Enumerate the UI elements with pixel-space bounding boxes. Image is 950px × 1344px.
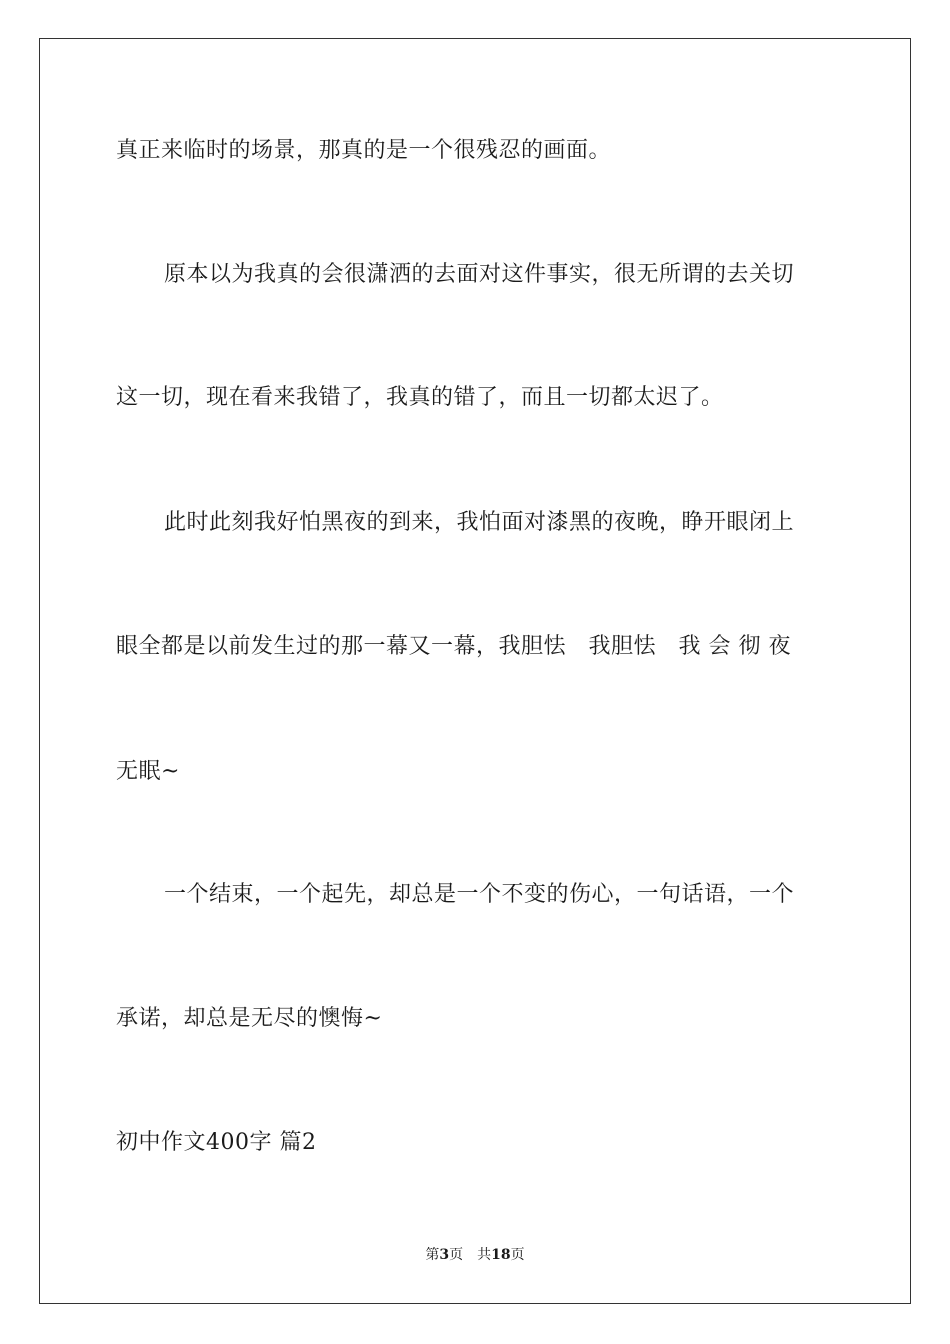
page-border bbox=[39, 38, 911, 1304]
paragraph-2-line-3: 无眠~ bbox=[116, 759, 180, 784]
page-footer bbox=[0, 1246, 950, 1264]
paragraph-3-line-1: 一个结束，一个起先，却总是一个不变的伤心，一句话语，一个 bbox=[164, 882, 795, 907]
paragraph-2-line-2: 眼全都是以前发生过的那一幕又一幕，我胆怯 我胆怯 我 会 彻 夜 bbox=[116, 634, 791, 659]
footer-total-pages: 18 bbox=[491, 1247, 511, 1263]
footer-suffix: 页 bbox=[510, 1247, 525, 1263]
footer-current-page: 3 bbox=[439, 1247, 450, 1263]
paragraph-1-line-1: 原本以为我真的会很潇洒的去面对这件事实，很无所谓的去关切 bbox=[164, 262, 795, 287]
paragraph-1-line-2: 这一切，现在看来我错了，我真的错了，而且一切都太迟了。 bbox=[116, 385, 724, 410]
paragraph-3-line-2: 承诺，却总是无尽的懊悔~ bbox=[116, 1006, 383, 1031]
section-heading: 初中作文400字 篇2 bbox=[116, 1130, 317, 1155]
paragraph-2-line-1: 此时此刻我好怕黑夜的到来，我怕面对漆黑的夜晚，睁开眼闭上 bbox=[164, 510, 795, 535]
footer-middle: 页 共 bbox=[449, 1247, 492, 1263]
footer-prefix: 第 bbox=[425, 1247, 440, 1263]
text-line-1: 真正来临时的场景，那真的是一个很残忍的画面。 bbox=[116, 138, 612, 163]
